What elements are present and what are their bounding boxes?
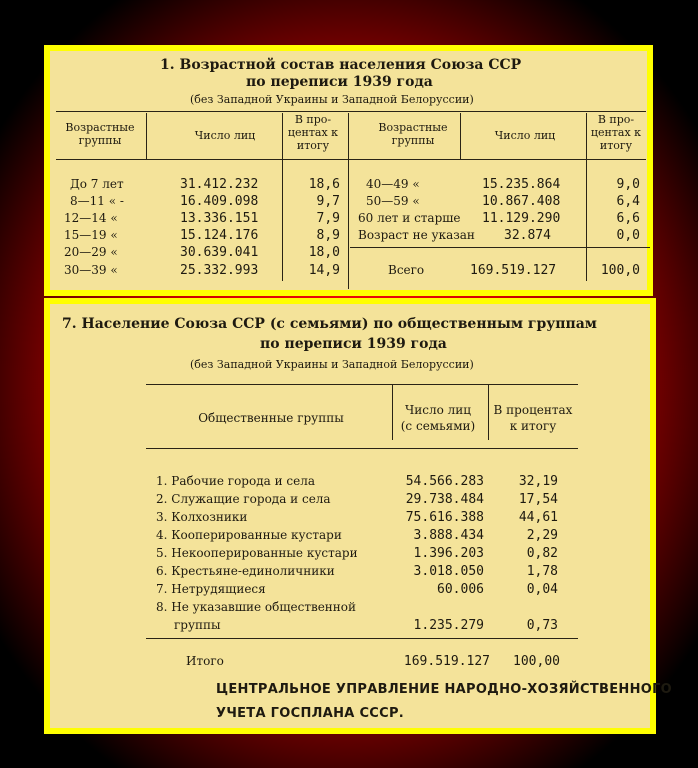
percent-value: 32,19 [518, 474, 558, 489]
table2-header-pct-line2: к итогу [509, 419, 557, 433]
table2-title-line1: 7. Население Союза ССР (с семьями) по общественным группам [62, 316, 597, 332]
table2-total-label: Итого [186, 654, 224, 668]
group-label: 6. Крестьяне-единоличники [156, 564, 335, 578]
table2-subtitle: (без Западной Украины и Западной Белоруссии) [190, 358, 474, 371]
age-group: 30—39 « [64, 263, 118, 277]
count-value: 29.738.484 [405, 492, 484, 507]
age-composition-table [44, 45, 653, 296]
table1-header-rule [56, 159, 646, 160]
table1-title-line1: 1. Возрастной состав населения Союза ССР [160, 57, 522, 73]
table1-subtitle: (без Западной Украины и Западной Белоруссии) [190, 93, 474, 106]
table2-header-pct-line1: В процентах [493, 403, 573, 417]
table2-vline [488, 384, 489, 440]
table1-header-count-left: Число лиц [194, 129, 256, 142]
count-value: 60.006 [437, 582, 484, 597]
table1-header-age-left: Возрастные группы [65, 121, 135, 147]
table1-vline [146, 113, 147, 159]
table2-total-rule [146, 638, 578, 639]
count-value: 1.235.279 [413, 618, 484, 633]
percent-value: 0,04 [526, 582, 558, 597]
social-groups-table [44, 298, 673, 734]
percent-value: 0,73 [526, 618, 558, 633]
footer-organization-line2: УЧЕТА ГОСПЛАНА СССР. [216, 706, 405, 721]
count-value: 30.639.041 [180, 245, 259, 260]
table1-header-pct-right: В про- центах к итогу [590, 113, 642, 152]
percent-value: 0,82 [526, 546, 558, 561]
age-group: Возраст не указан [358, 228, 475, 242]
percent-value: 44,61 [518, 510, 558, 525]
age-group: 50—59 « [366, 194, 420, 208]
count-value: 10.867.408 [482, 194, 561, 209]
percent-value: 6,6 [616, 211, 640, 226]
percent-value: 17,54 [518, 492, 558, 507]
percent-value: 9,7 [316, 194, 340, 209]
percent-value: 0,0 [616, 228, 640, 243]
table1-header-age-right: Возрастные группы [378, 121, 448, 147]
age-group: 20—29 « [64, 245, 118, 259]
percent-value: 6,4 [616, 194, 640, 209]
group-label: 1. Рабочие города и села [156, 474, 315, 488]
table1-total-count: 169.519.127 [470, 263, 557, 278]
percent-value: 2,29 [526, 528, 558, 543]
group-label-continued: группы [174, 618, 221, 632]
table2-header-count-line2: (с семьями) [400, 419, 476, 433]
count-value: 3.018.050 [413, 564, 484, 579]
age-group: 15—19 « [64, 228, 118, 242]
table2-top-rule [146, 384, 578, 385]
count-value: 54.566.283 [405, 474, 484, 489]
count-value: 16.409.098 [180, 194, 259, 209]
percent-value: 9,0 [616, 177, 640, 192]
table1-title-line2: по переписи 1939 года [246, 74, 433, 90]
group-label: 8. Не указавшие общественной [156, 600, 357, 614]
age-group: До 7 лет [70, 177, 124, 191]
group-label: 3. Колхозники [156, 510, 248, 524]
table2-title-line2: по переписи 1939 года [260, 336, 447, 352]
count-value: 25.332.993 [180, 263, 259, 278]
group-label: 5. Некооперированные кустари [156, 546, 358, 560]
table2-header-count-line1: Число лиц [405, 403, 471, 417]
count-value: 75.616.388 [405, 510, 484, 525]
count-value: 13.336.151 [180, 211, 259, 226]
footer-organization-line1: ЦЕНТРАЛЬНОЕ УПРАВЛЕНИЕ НАРОДНО-ХОЗЯЙСТВЕННОГО [216, 682, 673, 697]
table1-vline [282, 113, 283, 281]
percent-value: 14,9 [308, 263, 340, 278]
table1-total-label: Всего [388, 263, 425, 277]
group-label: 2. Служащие города и села [156, 492, 331, 506]
table1-total-rule [350, 247, 650, 248]
count-value: 1.396.203 [413, 546, 484, 561]
count-value: 3.888.434 [413, 528, 484, 543]
percent-value: 8,9 [316, 228, 340, 243]
count-value: 31.412.232 [180, 177, 259, 192]
age-group: 12—14 « [64, 211, 118, 225]
table1-vline [348, 113, 349, 289]
age-group: 60 лет и старше [358, 211, 461, 225]
group-label: 7. Нетрудящиеся [156, 582, 266, 596]
age-group: 40—49 « [366, 177, 420, 191]
group-label: 4. Кооперированные кустари [156, 528, 342, 542]
table2-header-rule [146, 448, 578, 449]
table1-header-pct-left: В про- центах к итогу [287, 113, 339, 152]
count-value: 11.129.290 [482, 211, 561, 226]
count-value: 32.874 [504, 228, 551, 243]
table2-header-groups: Общественные группы [198, 411, 344, 425]
count-value: 15.124.176 [180, 228, 259, 243]
table1-vline [586, 113, 587, 281]
percent-value: 18,0 [308, 245, 340, 260]
table1-total-percent: 100,0 [600, 263, 640, 278]
count-value: 15.235.864 [482, 177, 561, 192]
table2-vline [392, 384, 393, 440]
table2-total-percent: 100,00 [513, 654, 560, 669]
percent-value: 1,78 [526, 564, 558, 579]
table2-total-count: 169.519.127 [403, 654, 490, 669]
table1-header-count-right: Число лиц [494, 129, 556, 142]
table1-top-rule [56, 111, 646, 112]
percent-value: 18,6 [308, 177, 340, 192]
age-group: 8—11 « - [70, 194, 124, 208]
percent-value: 7,9 [316, 211, 340, 226]
table1-vline [460, 113, 461, 159]
